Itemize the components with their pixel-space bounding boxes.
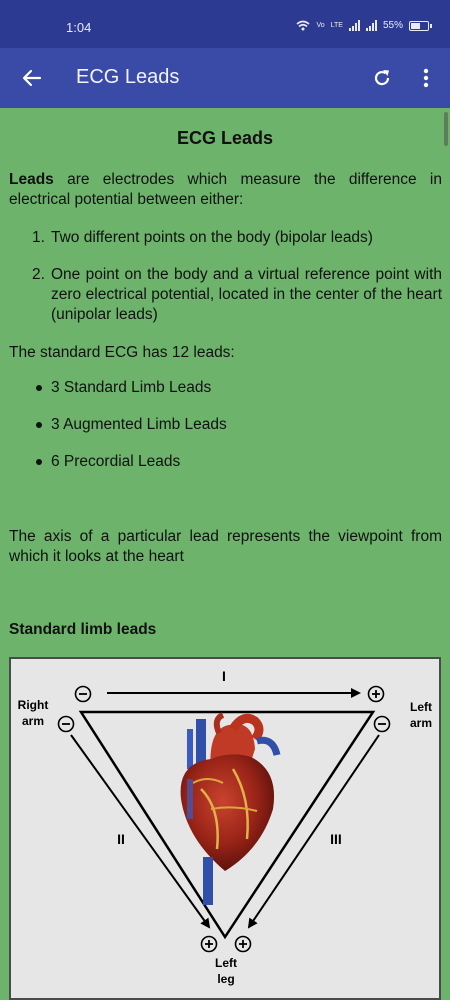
plus-symbol-lead-iii — [236, 937, 251, 952]
bullet-text: 3 Standard Limb Leads — [51, 379, 212, 396]
app-title: ECG Leads — [76, 66, 180, 88]
axis-paragraph: The axis of a particular lead represents the viewpoint from which it looks at the heart — [9, 528, 442, 565]
left-arm-label-line1: Left — [410, 700, 432, 714]
battery-icon — [409, 21, 432, 31]
signal-icon-2 — [366, 20, 377, 31]
minus-symbol-lead-iii — [375, 717, 390, 732]
standard-ecg-text: The standard ECG has 12 leads: — [9, 344, 235, 361]
list-number: 2. — [32, 266, 45, 283]
left-arm-label-line2: arm — [409, 716, 433, 730]
lead-ii-label: II — [117, 831, 125, 847]
more-options-button[interactable] — [408, 60, 444, 96]
bullet-dot — [36, 385, 42, 391]
list-text: One point on the body and a virtual reference point with zero electrical potential, located in the center of the heart (unipolar leads) — [51, 266, 442, 323]
refresh-button[interactable] — [364, 60, 400, 96]
bullet-text: 3 Augmented Limb Leads — [51, 416, 227, 433]
status-bar — [0, 0, 450, 48]
minus-symbol-lead-ii — [59, 717, 74, 732]
article-content[interactable] — [0, 108, 450, 1000]
list-text: Two different points on the body (bipolar leads) — [51, 229, 373, 246]
article-title: ECG Leads — [176, 128, 274, 148]
battery-percent: 55% — [382, 20, 403, 31]
heart-illustration — [181, 715, 277, 905]
lead-i-label: I — [222, 668, 226, 684]
status-icons — [296, 20, 432, 31]
minus-symbol-lead-i — [76, 687, 91, 702]
wifi-icon — [296, 20, 310, 31]
signal-icon — [349, 20, 360, 31]
lead-iii-arrow — [249, 735, 379, 927]
limb-leads-diagram — [9, 657, 441, 1000]
back-button[interactable] — [14, 60, 50, 96]
lte-indicator: LTE — [330, 22, 343, 29]
intro-bold-term: Leads — [9, 171, 54, 188]
bullet-text: 6 Precordial Leads — [51, 453, 181, 470]
left-leg-label-line1: Left — [215, 956, 237, 970]
section-heading: Standard limb leads — [9, 621, 157, 638]
arrow-left-icon — [22, 68, 42, 88]
lead-iii-label: III — [330, 831, 342, 847]
plus-symbol-lead-ii — [202, 937, 217, 952]
plus-symbol-lead-i — [369, 687, 384, 702]
app-bar — [0, 48, 450, 108]
right-arm-label-line2: arm — [21, 714, 45, 728]
bullet-dot — [36, 422, 42, 428]
list-number: 1. — [32, 229, 45, 246]
right-arm-label-line1: Right — [17, 698, 49, 712]
bullet-dot — [36, 459, 42, 465]
intro-text: are electrodes which measure the difference in electrical potential between either: — [9, 171, 442, 208]
status-time: 1:04 — [66, 20, 92, 35]
more-vertical-icon — [423, 68, 429, 88]
left-leg-label-line2: leg — [217, 972, 235, 986]
refresh-icon — [372, 68, 392, 88]
intro-paragraph — [9, 170, 442, 210]
volte-indicator: Vo — [316, 22, 325, 29]
